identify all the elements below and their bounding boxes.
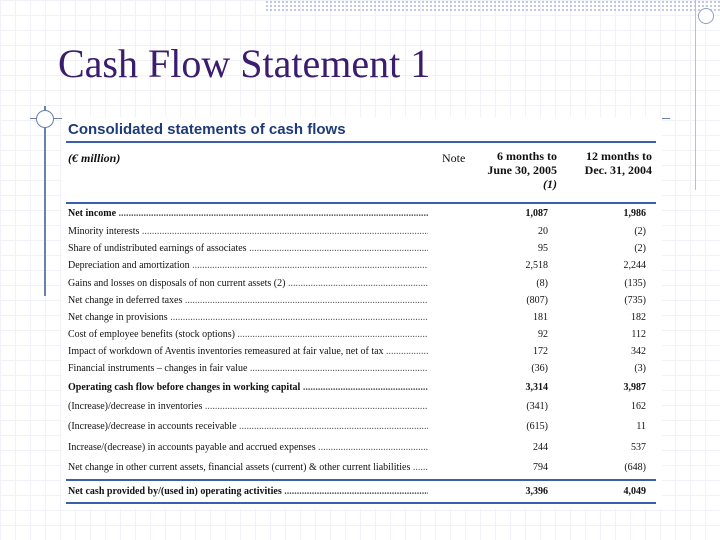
column-footnote: (1) <box>543 177 557 191</box>
statement-row <box>68 312 654 327</box>
value-2004: 3,987 <box>623 382 646 393</box>
row-label: Net cash provided by/(used in) operating activities ..... <box>68 486 428 501</box>
statement-row <box>68 295 654 310</box>
statement-row <box>68 421 654 436</box>
statement-row <box>68 329 654 344</box>
value-2005: (36) <box>531 363 548 374</box>
value-2005: (341) <box>526 401 548 412</box>
row-label: Net change in other current assets, financial assets (current) & other current liabilities ..... <box>68 462 428 477</box>
value-2005: (8) <box>536 278 548 289</box>
statement-row <box>68 260 654 275</box>
value-2004: (2) <box>634 243 646 254</box>
value-2004: (135) <box>624 278 646 289</box>
row-label: Net change in deferred taxes ..... <box>68 295 428 310</box>
row-label: (Increase)/decrease in inventories ..... <box>68 401 428 416</box>
note-header: Note <box>442 151 466 165</box>
row-label: Minority interests ..... <box>68 226 428 241</box>
decorative-knob <box>698 8 714 24</box>
statement-row <box>68 278 654 293</box>
decorative-rail <box>695 0 718 190</box>
row-label: Increase/(decrease) in accounts payable and accrued expenses ..... <box>68 442 428 457</box>
decorative-vertical-line <box>44 106 46 296</box>
value-2005: 20 <box>538 226 548 237</box>
statement-row <box>68 346 654 361</box>
divider <box>66 141 656 143</box>
divider <box>66 202 656 204</box>
row-label: Depreciation and amortization ..... <box>68 260 428 275</box>
column-header-2004 <box>572 149 652 177</box>
column-header-line: Dec. 31, 2004 <box>584 163 652 177</box>
row-label: Cost of employee benefits (stock options) ..... <box>68 329 428 344</box>
value-2004: 112 <box>631 329 646 340</box>
decorative-band <box>265 0 720 12</box>
statement-row <box>68 401 654 416</box>
value-2005: 2,518 <box>525 260 548 271</box>
statement-row <box>68 486 654 501</box>
value-2005: (807) <box>526 295 548 306</box>
value-2004: 4,049 <box>623 486 646 497</box>
column-header-line: 12 months to <box>585 149 652 163</box>
column-header-line: June 30, 2005 <box>487 163 557 177</box>
crosshair-icon <box>36 110 54 128</box>
row-label: Impact of workdown of Aventis inventories remeasured at fair value, net of tax ..... <box>68 346 428 361</box>
row-label: Net change in provisions ..... <box>68 312 428 327</box>
value-2004: 182 <box>631 312 646 323</box>
value-2005: 95 <box>538 243 548 254</box>
value-2004: (735) <box>624 295 646 306</box>
column-header-2005 <box>482 149 557 191</box>
row-label: Net income ..... <box>68 208 428 223</box>
divider <box>66 479 656 481</box>
statement-row <box>68 243 654 258</box>
row-label: Share of undistributed earnings of associates ..... <box>68 243 428 258</box>
slide-title: Cash Flow Statement 1 <box>58 41 431 86</box>
statement-title: Consolidated statements of cash flows <box>68 121 346 138</box>
column-header-line: 6 months to <box>496 149 557 163</box>
value-2005: 3,396 <box>525 486 548 497</box>
value-2005: 181 <box>533 312 548 323</box>
value-2005: 92 <box>538 329 548 340</box>
value-2005: 794 <box>533 462 548 473</box>
row-label: Gains and losses on disposals of non current assets (2) ..... <box>68 278 428 293</box>
value-2004: 342 <box>631 346 646 357</box>
value-2005: 1,087 <box>525 208 548 219</box>
value-2004: 11 <box>636 421 646 432</box>
cash-flow-statement <box>62 117 662 509</box>
value-2004: (648) <box>624 462 646 473</box>
statement-row <box>68 442 654 457</box>
value-2005: 244 <box>533 442 548 453</box>
divider <box>66 502 656 504</box>
value-2004: (3) <box>634 363 646 374</box>
row-label: Operating cash flow before changes in working capital ..... <box>68 382 428 397</box>
value-2004: 2,244 <box>623 260 646 271</box>
value-2004: (2) <box>634 226 646 237</box>
unit-label: (€ million) <box>68 151 121 165</box>
value-2005: 3,314 <box>525 382 548 393</box>
value-2004: 162 <box>631 401 646 412</box>
value-2004: 1,986 <box>623 208 646 219</box>
statement-row <box>68 363 654 378</box>
row-label: Financial instruments – changes in fair value ..... <box>68 363 428 378</box>
row-label: (Increase)/decrease in accounts receivable ..... <box>68 421 428 436</box>
statement-row <box>68 226 654 241</box>
value-2004: 537 <box>631 442 646 453</box>
statement-row <box>68 208 654 223</box>
statement-row <box>68 382 654 397</box>
value-2005: (615) <box>526 421 548 432</box>
statement-row <box>68 462 654 477</box>
value-2005: 172 <box>533 346 548 357</box>
